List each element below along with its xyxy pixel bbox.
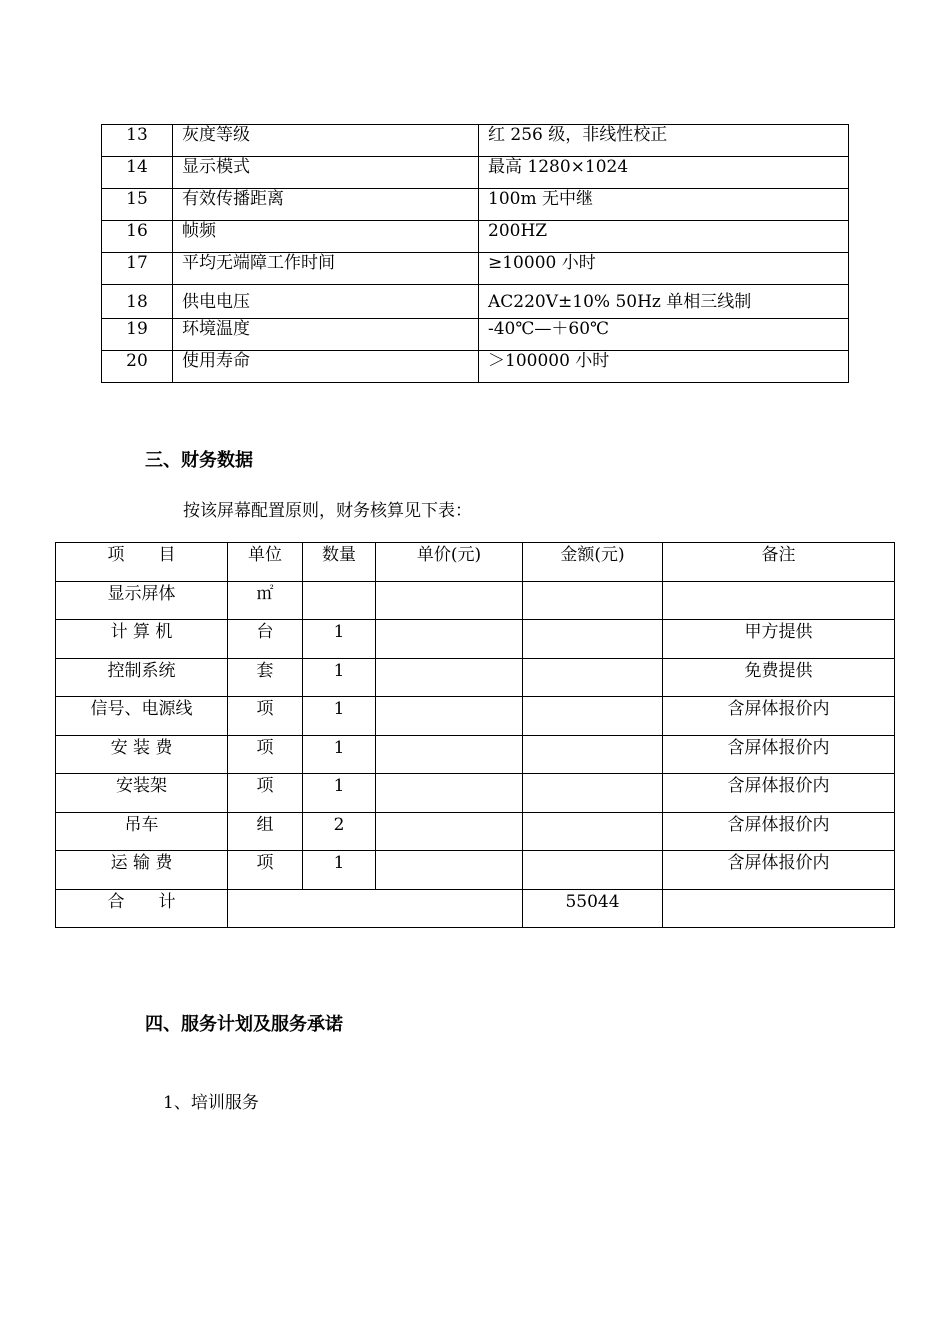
total-blank (228, 889, 523, 928)
item-cell: 计 算 机 (56, 620, 228, 659)
finance-header-row (56, 543, 895, 582)
amount-cell (523, 620, 663, 659)
note-cell: 含屏体报价内 (663, 812, 895, 851)
spec-name: 灰度等级 (173, 125, 479, 157)
price-cell (376, 812, 523, 851)
unit-cell: 项 (228, 697, 303, 736)
item-cell: 运 输 费 (56, 851, 228, 890)
spec-no: 18 (102, 285, 173, 319)
qty-cell: 2 (303, 812, 376, 851)
spec-value: 最高 1280×1024 (479, 157, 849, 189)
amount-cell (523, 812, 663, 851)
finance-row (56, 774, 895, 813)
spec-name: 显示模式 (173, 157, 479, 189)
spec-no: 15 (102, 189, 173, 221)
header-price: 单价(元) (376, 543, 523, 582)
qty-cell: 1 (303, 851, 376, 890)
finance-row (56, 581, 895, 620)
header-note: 备注 (663, 543, 895, 582)
unit-cell: 项 (228, 735, 303, 774)
finance-table (55, 542, 895, 928)
spec-name: 使用寿命 (173, 351, 479, 383)
unit-cell: 套 (228, 658, 303, 697)
qty-cell: 1 (303, 697, 376, 736)
item-cell: 显示屏体 (56, 581, 228, 620)
total-note (663, 889, 895, 928)
spec-name: 有效传播距离 (173, 189, 479, 221)
spec-table (101, 124, 849, 383)
spec-no: 14 (102, 157, 173, 189)
spec-no: 13 (102, 125, 173, 157)
qty-cell (303, 581, 376, 620)
price-cell (376, 620, 523, 659)
item-cell: 安 装 费 (56, 735, 228, 774)
spec-value: ≥10000 小时 (479, 253, 849, 285)
spec-no: 16 (102, 221, 173, 253)
price-cell (376, 658, 523, 697)
note-cell: 含屏体报价内 (663, 851, 895, 890)
price-cell (376, 774, 523, 813)
unit-cell: 台 (228, 620, 303, 659)
note-cell: 含屏体报价内 (663, 735, 895, 774)
item-cell: 安装架 (56, 774, 228, 813)
service-item-training: 1、培训服务 (163, 1093, 259, 1113)
spec-row (102, 125, 849, 157)
spec-value: 200HZ (479, 221, 849, 253)
amount-cell (523, 581, 663, 620)
section-heading-service: 四、服务计划及服务承诺 (145, 1014, 343, 1035)
finance-row (56, 735, 895, 774)
note-cell: 含屏体报价内 (663, 697, 895, 736)
item-cell: 吊车 (56, 812, 228, 851)
price-cell (376, 697, 523, 736)
spec-value: AC220V±10% 50Hz 单相三线制 (479, 285, 849, 319)
spec-name: 供电电压 (173, 285, 479, 319)
spec-row (102, 351, 849, 383)
note-cell: 甲方提供 (663, 620, 895, 659)
unit-cell: 项 (228, 774, 303, 813)
spec-name: 平均无端障工作时间 (173, 253, 479, 285)
spec-value: 100m 无中继 (479, 189, 849, 221)
price-cell (376, 851, 523, 890)
price-cell (376, 735, 523, 774)
note-cell (663, 581, 895, 620)
spec-value: -40℃—＋60℃ (479, 319, 849, 351)
finance-intro: 按该屏幕配置原则，财务核算见下表： (183, 501, 472, 521)
header-qty: 数量 (303, 543, 376, 582)
spec-row (102, 189, 849, 221)
note-cell: 免费提供 (663, 658, 895, 697)
finance-row (56, 812, 895, 851)
item-cell: 信号、电源线 (56, 697, 228, 736)
unit-cell: 项 (228, 851, 303, 890)
qty-cell: 1 (303, 620, 376, 659)
spec-name: 帧频 (173, 221, 479, 253)
header-item: 项 目 (56, 543, 228, 582)
spec-no: 19 (102, 319, 173, 351)
unit-cell: ㎡ (228, 581, 303, 620)
spec-row (102, 285, 849, 319)
price-cell (376, 581, 523, 620)
spec-no: 20 (102, 351, 173, 383)
finance-row (56, 697, 895, 736)
amount-cell (523, 658, 663, 697)
total-amount: 55044 (523, 889, 663, 928)
spec-row (102, 157, 849, 189)
spec-row (102, 319, 849, 351)
item-cell: 控制系统 (56, 658, 228, 697)
finance-row (56, 851, 895, 890)
finance-row (56, 620, 895, 659)
spec-name: 环境温度 (173, 319, 479, 351)
amount-cell (523, 851, 663, 890)
qty-cell: 1 (303, 735, 376, 774)
amount-cell (523, 697, 663, 736)
header-unit: 单位 (228, 543, 303, 582)
qty-cell: 1 (303, 658, 376, 697)
spec-row (102, 221, 849, 253)
unit-cell: 组 (228, 812, 303, 851)
header-amount: 金额(元) (523, 543, 663, 582)
note-cell: 含屏体报价内 (663, 774, 895, 813)
spec-row (102, 253, 849, 285)
spec-value: 红 256 级，非线性校正 (479, 125, 849, 157)
amount-cell (523, 735, 663, 774)
spec-no: 17 (102, 253, 173, 285)
finance-total-row (56, 889, 895, 928)
finance-row (56, 658, 895, 697)
total-label: 合 计 (56, 889, 228, 928)
section-heading-finance: 三、财务数据 (145, 450, 253, 471)
spec-value: ＞100000 小时 (479, 351, 849, 383)
qty-cell: 1 (303, 774, 376, 813)
amount-cell (523, 774, 663, 813)
